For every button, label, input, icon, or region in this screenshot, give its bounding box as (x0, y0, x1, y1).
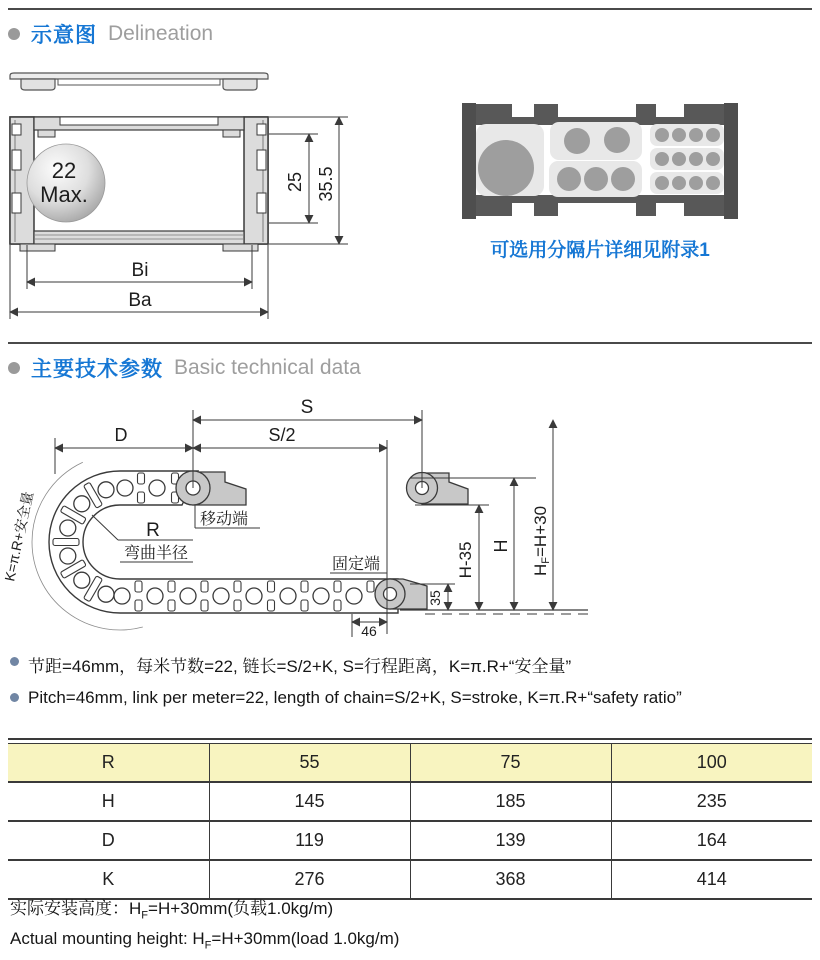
section-title-en: Delineation (108, 22, 214, 45)
cell: 414 (611, 860, 812, 899)
mounting-height-en: Actual mounting height: $H_F=H+30mm(load$ 1.0kg/m) (10, 929, 400, 952)
section-header-delineation (8, 8, 812, 49)
cell: 145 (209, 782, 410, 821)
mounting-height-zh: 实际安装高度：$H_F=H+30mm$(负载1.0kg/m) (10, 899, 334, 922)
row-label: K (8, 860, 209, 899)
separator-compartments (476, 122, 724, 197)
ball-max-label: Max. (40, 182, 88, 207)
moving-end-label: 移动端 (200, 511, 249, 528)
half-stroke-dim-label: S/2 (268, 425, 296, 445)
outer-width-dim: Ba (128, 290, 152, 311)
outer-height-dim: 35.5 (316, 166, 336, 202)
header-cell: 55 (209, 744, 410, 783)
cell: 119 (209, 821, 410, 860)
separator-figure (450, 96, 750, 262)
moving-end-bracket (176, 471, 246, 505)
cell: 368 (410, 860, 611, 899)
table-header-row (8, 744, 812, 783)
table-row (8, 782, 812, 821)
notes-list (10, 652, 810, 719)
list-bullet-icon (10, 693, 19, 702)
section-title-zh: 示意图 (31, 24, 97, 47)
section-title-zh: 主要技术参数 (31, 358, 163, 381)
row-label: H (8, 782, 209, 821)
hf-label: HF=H+30 (531, 505, 552, 577)
subscript-f: F (141, 909, 149, 922)
pitch-dim-label: 46 (361, 623, 377, 639)
h-minus-35-label: H-35 (456, 541, 475, 579)
cell: 276 (209, 860, 410, 899)
cell: 139 (410, 821, 611, 860)
bullet-dot-icon (8, 28, 20, 40)
footer-notes (10, 894, 399, 960)
inner-height-dim: 25 (285, 171, 305, 193)
technical-data-table (8, 743, 812, 900)
chain-diagram (0, 388, 820, 646)
lid-piece (10, 73, 268, 90)
k-formula-label: K=π.R+安全量 (1, 489, 36, 583)
cell: 235 (611, 782, 812, 821)
cell: 164 (611, 821, 812, 860)
h-label: H (491, 539, 511, 553)
header-cell-r: R (8, 744, 209, 783)
cross-section-drawing (0, 62, 360, 330)
bend-radius-label: 弯曲半径 (123, 545, 189, 562)
note-zh (10, 652, 810, 677)
fixed-end-label: 固定端 (332, 556, 381, 573)
bullet-dot-icon (8, 362, 20, 374)
moving-end-bracket-far (407, 473, 469, 505)
fixed-height-dim-label: 35 (427, 590, 443, 606)
row-label: D (8, 821, 209, 860)
table-top-rule (8, 738, 812, 740)
stroke-dim-label: S (300, 397, 314, 418)
max-cable-ball (27, 144, 105, 222)
table-row (8, 821, 812, 860)
note-en-text: Pitch=46mm, link per meter=22, length of chain=S/2+K, S=stroke, K=π.R+“safety ratio” (28, 688, 682, 707)
radius-label: R (146, 520, 160, 541)
inner-width-dim: Bi (131, 260, 149, 281)
technical-data-table-wrap (8, 738, 812, 900)
section-header-technical (8, 342, 812, 383)
d-dim-label: D (114, 425, 128, 445)
subscript-f: F (204, 939, 212, 952)
separator-drawing (450, 96, 750, 224)
cell: 185 (410, 782, 611, 821)
note-zh-text: 节距=46mm，每米节数=22, 链长=S/2+K, S=行程距离，K=π.R+“安全量” (28, 657, 572, 676)
header-cell: 75 (410, 744, 611, 783)
list-bullet-icon (10, 657, 19, 666)
section-title-en: Basic technical data (174, 356, 361, 379)
note-en (10, 688, 810, 708)
ball-diameter-label: 22 (51, 158, 77, 183)
header-cell: 100 (611, 744, 812, 783)
separator-caption: 可选用分隔片详细见附录1 (490, 240, 710, 261)
